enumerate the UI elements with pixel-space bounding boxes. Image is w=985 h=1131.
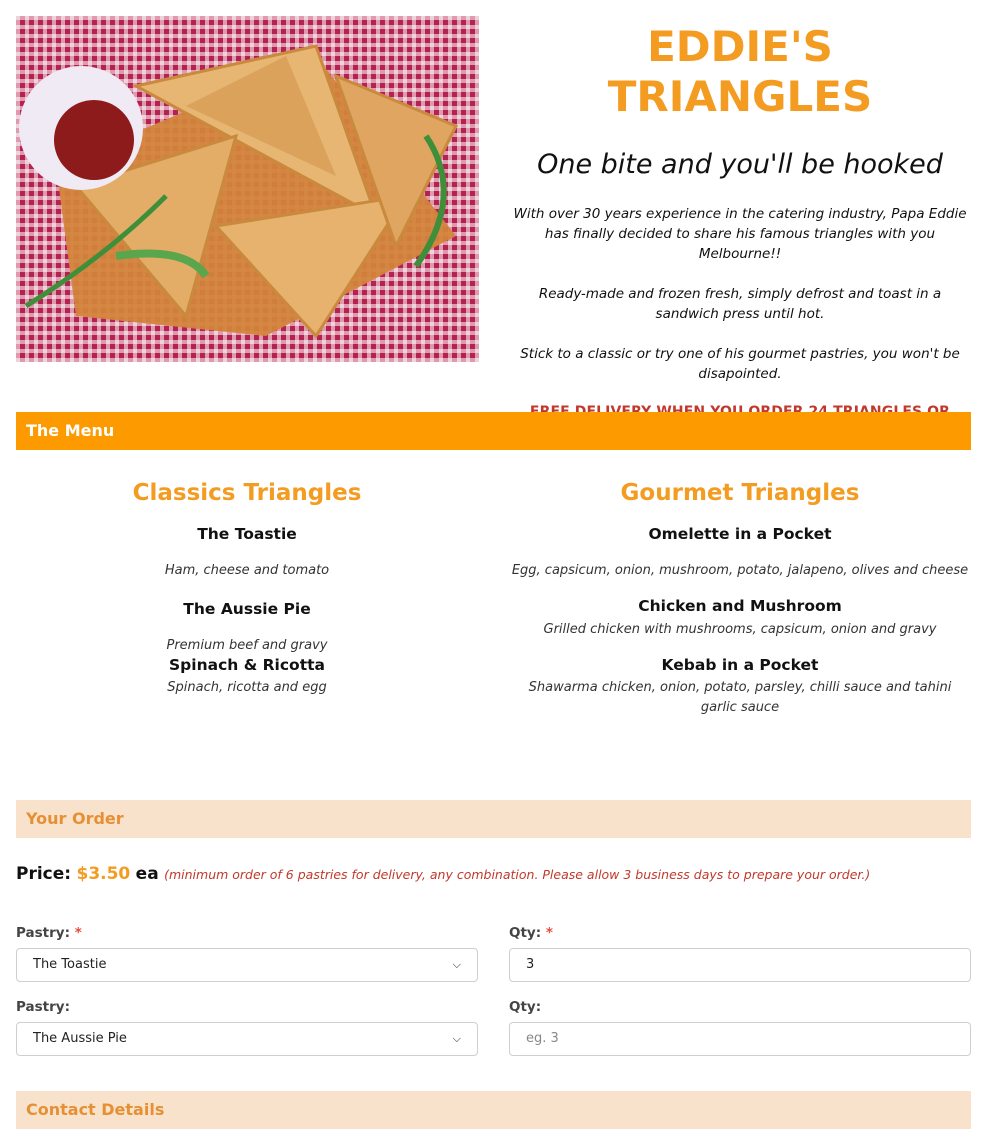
required-marker: * xyxy=(74,925,82,941)
menu-item-name: Kebab in a Pocket xyxy=(661,656,819,674)
qty-input-placeholder: eg. 3 xyxy=(526,1031,559,1046)
pastry-label-text: Pastry: xyxy=(16,999,70,1015)
prep-paragraph: Ready-made and frozen fresh, simply defrost and toast in a sandwich press until hot. xyxy=(538,286,942,322)
menu-section-header: The Menu xyxy=(16,412,971,450)
classics-heading: Classics Triangles xyxy=(132,480,362,506)
menu-item-desc: Egg, capsicum, onion, mushroom, potato, jalapeno, olives and cheese xyxy=(511,563,969,578)
pastry-select-2[interactable] xyxy=(16,1022,478,1056)
qty-label-text: Qty: xyxy=(509,999,542,1015)
price-unit: ea xyxy=(135,864,159,884)
order-section-header: Your Order xyxy=(16,800,971,838)
menu-item-name: The Toastie xyxy=(197,525,297,543)
pastry-label xyxy=(16,999,70,1015)
price-label: Price: xyxy=(16,864,72,884)
chevron-down-icon: ⌵ xyxy=(452,1032,461,1045)
intro-paragraph: With over 30 years experience in the catering industry, Papa Eddie has finally decided to share his famous triangles with you Melbourne!! xyxy=(513,206,967,262)
menu-item-name: Omelette in a Pocket xyxy=(648,525,832,543)
menu-item-desc: Ham, cheese and tomato xyxy=(164,563,330,578)
chevron-down-icon: ⌵ xyxy=(452,958,461,971)
minimum-order-note: (minimum order of 6 pastries for delivery, any combination. Please allow 3 business days to prepare your order.) xyxy=(164,867,871,882)
pastry-label-text: Pastry: xyxy=(16,925,70,941)
contact-section-header: Contact Details xyxy=(16,1091,971,1129)
gourmet-column xyxy=(509,478,971,718)
qty-label xyxy=(509,925,553,941)
qty-input-2[interactable] xyxy=(509,1022,971,1056)
choice-paragraph: Stick to a classic or try one of his gourmet pastries, you won't be disapointed. xyxy=(520,346,960,382)
menu-item-desc: Premium beef and gravy xyxy=(166,638,328,653)
pastry-select-value: The Aussie Pie xyxy=(33,1031,127,1046)
required-marker: * xyxy=(545,925,553,941)
menu-item-name: Spinach & Ricotta xyxy=(169,656,325,674)
qty-input-value: 3 xyxy=(526,957,535,972)
price-line xyxy=(16,864,971,884)
price-value: $3.50 xyxy=(76,864,131,884)
brand-title: EDDIE'S TRIANGLES xyxy=(607,22,873,121)
qty-input-1[interactable] xyxy=(509,948,971,982)
menu-item-desc: Shawarma chicken, onion, potato, parsley, chilli sauce and tahini garlic sauce xyxy=(528,680,952,715)
tagline: One bite and you'll be hooked xyxy=(537,149,943,180)
qty-label xyxy=(509,999,541,1015)
menu-item-desc: Spinach, ricotta and egg xyxy=(167,680,327,695)
pastry-label xyxy=(16,925,82,941)
gourmet-heading: Gourmet Triangles xyxy=(620,480,860,506)
classics-column xyxy=(16,478,478,698)
menu-item-name: The Aussie Pie xyxy=(183,600,311,618)
hero-text xyxy=(509,16,971,436)
pastry-select-1[interactable] xyxy=(16,948,478,982)
pastry-select-value: The Toastie xyxy=(33,957,107,972)
tomato-sauce xyxy=(54,100,134,180)
menu-item-desc: Grilled chicken with mushrooms, capsicum, onion and gravy xyxy=(543,622,937,637)
qty-label-text: Qty: xyxy=(509,925,542,941)
menu-item-name: Chicken and Mushroom xyxy=(638,597,842,615)
pastry-triangles-photo xyxy=(16,16,479,362)
hero-image xyxy=(16,16,479,362)
